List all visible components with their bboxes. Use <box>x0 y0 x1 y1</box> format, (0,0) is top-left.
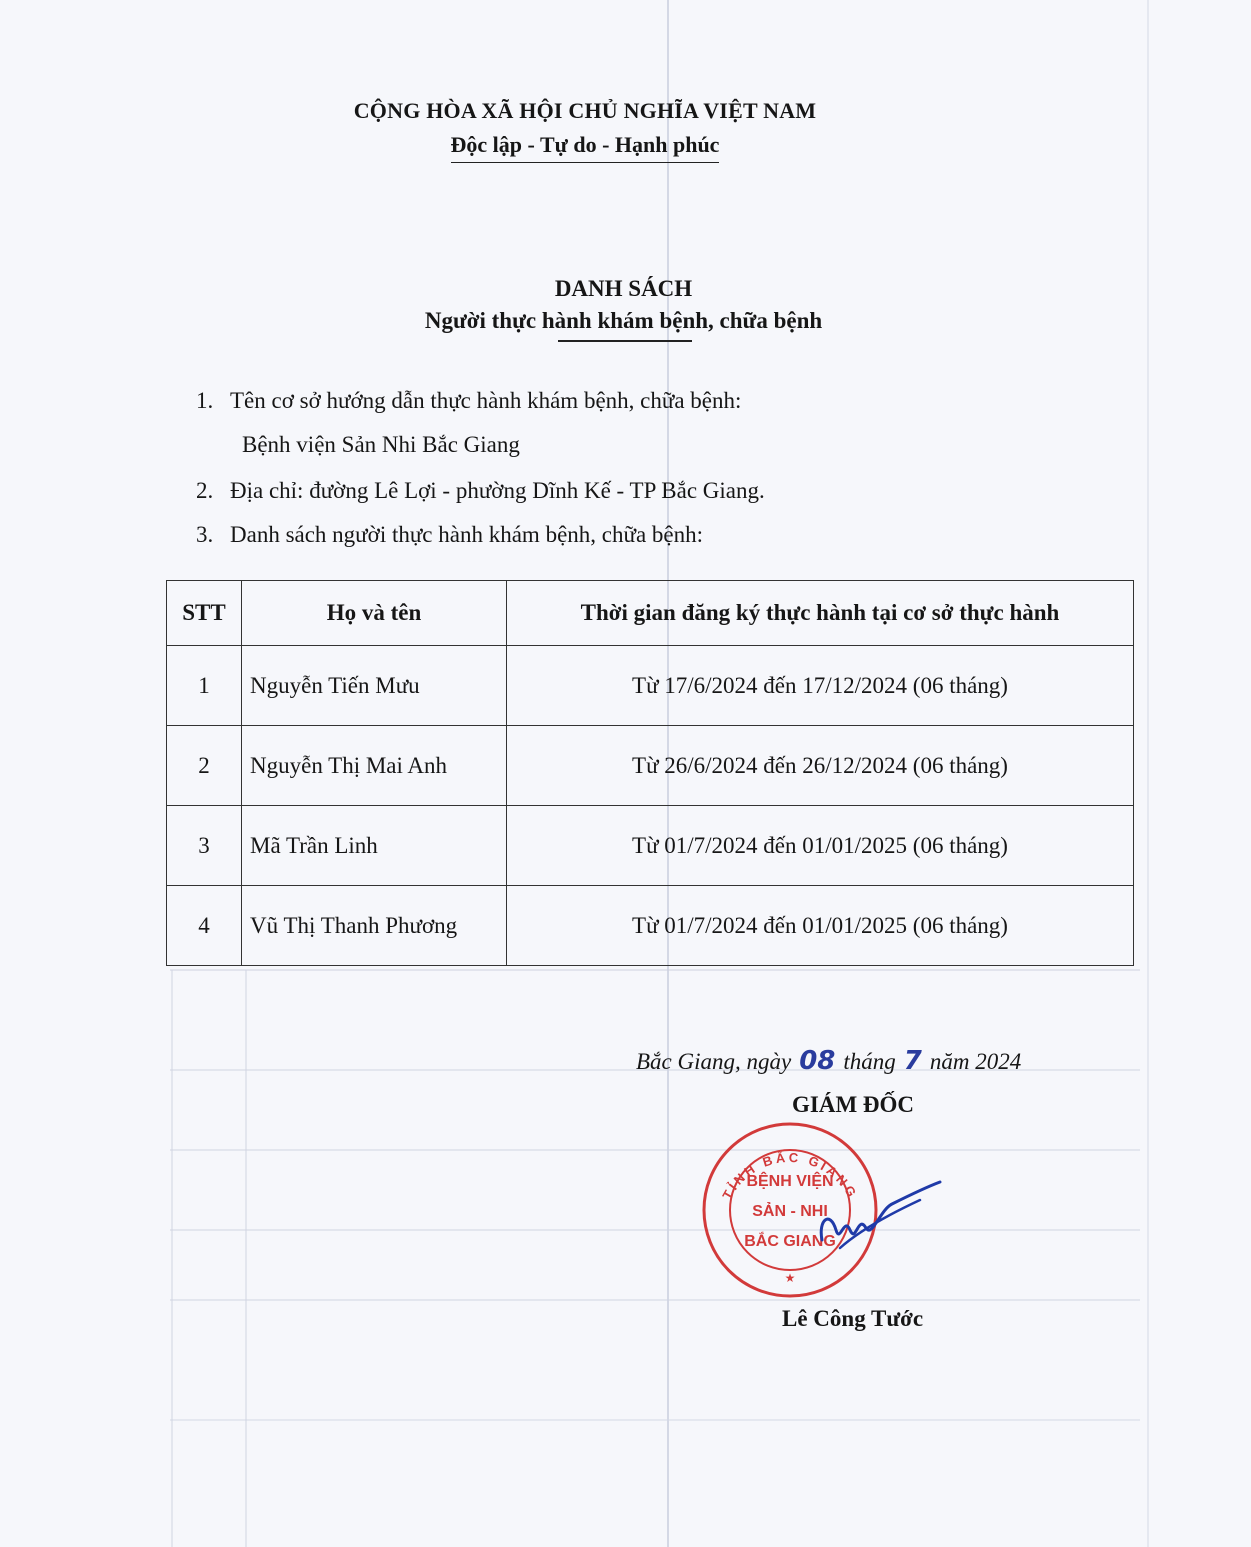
seal-line-3: BẮC GIANG <box>744 1233 836 1250</box>
item-1-value: Bệnh viện Sản Nhi Bắc Giang <box>242 432 520 457</box>
practitioner-table <box>166 580 1134 966</box>
item-2: 2. Địa chỉ: đường Lê Lợi - phường Dĩnh Kế - TP Bắc Giang. <box>196 478 765 503</box>
signature-scribble <box>800 1170 950 1260</box>
seal-line-2: SẢN - NHI <box>752 1203 828 1220</box>
cell-name: Vũ Thị Thanh Phương <box>242 886 507 966</box>
cell-name: Nguyễn Thị Mai Anh <box>242 726 507 806</box>
item-3: 3. Danh sách người thực hành khám bệnh, chữa bệnh: <box>196 522 704 547</box>
subtitle-underline <box>558 340 692 342</box>
country-header: CỘNG HÒA XÃ HỘI CHỦ NGHĨA VIỆT NAM <box>353 98 817 123</box>
cell-time: Từ 01/7/2024 đến 01/01/2025 (06 tháng) <box>507 806 1134 886</box>
document-subtitle: Người thực hành khám bệnh, chữa bệnh <box>424 308 823 333</box>
column-header-stt: STT <box>167 581 242 646</box>
item-1: 1. Tên cơ sở hướng dẫn thực hành khám bệnh, chữa bệnh: <box>196 388 742 413</box>
table-row <box>167 646 1134 726</box>
cell-name: Nguyễn Tiến Mưu <box>242 646 507 726</box>
table-row <box>167 726 1134 806</box>
signer-name: Lê Công Tước <box>782 1306 924 1331</box>
cell-stt: 1 <box>167 646 242 726</box>
sign-date-line: Bắc Giang, ngày 08 tháng 7 năm 2024 <box>636 1046 1022 1076</box>
cell-stt: 4 <box>167 886 242 966</box>
cell-time: Từ 26/6/2024 đến 26/12/2024 (06 tháng) <box>507 726 1134 806</box>
signer-role: GIÁM ĐỐC <box>792 1092 915 1117</box>
seal-line-1: BỆNH VIỆN <box>746 1173 834 1190</box>
cell-stt: 3 <box>167 806 242 886</box>
cell-time: Từ 01/7/2024 đến 01/01/2025 (06 tháng) <box>507 886 1134 966</box>
cell-stt: 2 <box>167 726 242 806</box>
table-header-row <box>167 581 1134 646</box>
document-title: DANH SÁCH <box>554 276 693 301</box>
cell-name: Mã Trần Linh <box>242 806 507 886</box>
table-row <box>167 886 1134 966</box>
motto: Độc lập - Tự do - Hạnh phúc <box>0 132 1170 163</box>
table-row <box>167 806 1134 886</box>
handwritten-day: 08 <box>799 1046 836 1076</box>
column-header-name: Họ và tên <box>242 581 507 646</box>
column-header-time: Thời gian đăng ký thực hành tại cơ sở thực hành <box>507 581 1134 646</box>
handwritten-month: 7 <box>903 1046 922 1076</box>
cell-time: Từ 17/6/2024 đến 17/12/2024 (06 tháng) <box>507 646 1134 726</box>
seal-ring-text: TỈNH BẮC GIANG <box>719 1149 861 1202</box>
seal-star-icon: ★ <box>784 1271 796 1285</box>
